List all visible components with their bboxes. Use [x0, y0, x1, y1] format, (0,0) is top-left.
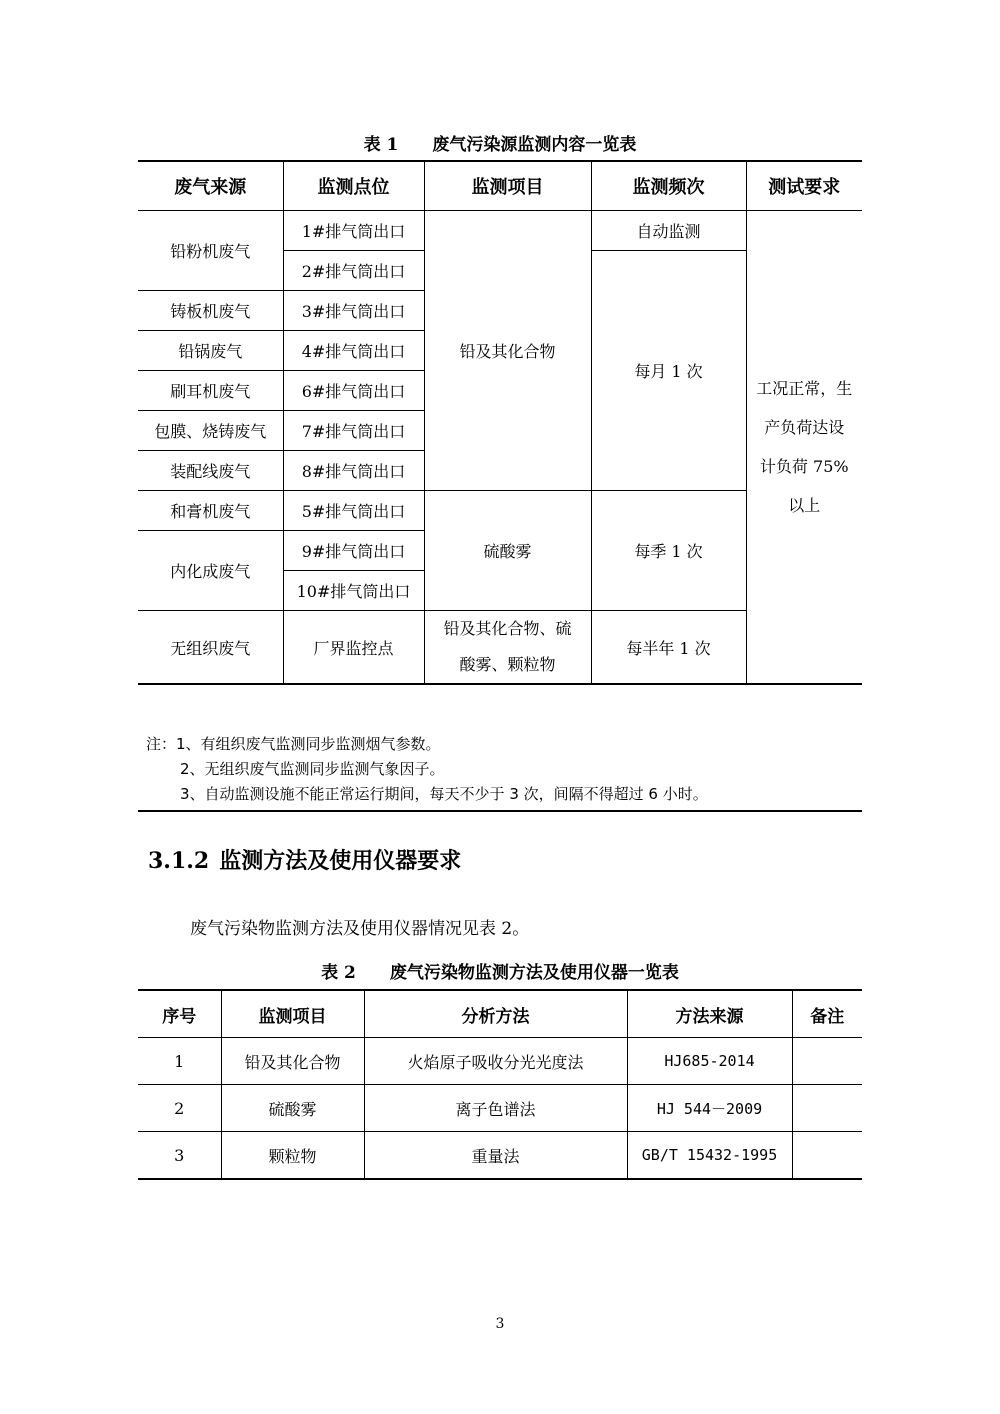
table-row	[138, 1132, 862, 1180]
note-line: 2、无组织废气监测同步监测气象因子。	[180, 760, 445, 778]
note-cell	[792, 1085, 862, 1132]
table1-caption-number: 表 1	[363, 135, 399, 155]
method-cell: 火焰原子吸收分光光度法	[364, 1038, 627, 1085]
frequency-cell: 每月 1 次	[591, 251, 746, 491]
source-cell: GB/T 15432-1995	[627, 1132, 792, 1180]
point-cell: 1#排气筒出口	[283, 211, 424, 251]
table1-caption	[0, 130, 1000, 155]
section-heading	[148, 844, 461, 875]
header-requirement: 测试要求	[746, 161, 862, 211]
table2-caption-number: 表 2	[321, 963, 356, 983]
note-line: 3、自动监测设施不能正常运行期间，每天不少于 3 次，间隔不得超过 6 小时。	[180, 785, 708, 803]
requirement-line: 计负荷 75%	[759, 457, 849, 476]
source-cell: 铸板机废气	[138, 291, 283, 331]
point-cell: 4#排气筒出口	[283, 331, 424, 371]
table2-caption	[0, 958, 1000, 983]
table1-caption-title: 废气污染源监测内容一览表	[432, 135, 637, 155]
header-frequency: 监测频次	[591, 161, 746, 211]
note-line: 注：1、有组织废气监测同步监测烟气参数。	[146, 735, 441, 753]
point-cell: 7#排气筒出口	[283, 411, 424, 451]
method-cell: 离子色谱法	[364, 1085, 627, 1132]
source-cell: 装配线废气	[138, 451, 283, 491]
header-source: 方法来源	[627, 990, 792, 1038]
source-cell: 刷耳机废气	[138, 371, 283, 411]
point-cell: 10#排气筒出口	[283, 571, 424, 611]
header-source: 废气来源	[138, 161, 283, 211]
header-point: 监测点位	[283, 161, 424, 211]
item-line: 铅及其化合物、硫	[443, 619, 572, 638]
item-cell: 铅及其化合物	[221, 1038, 364, 1085]
header-item: 监测项目	[424, 161, 591, 211]
source-cell: 和膏机废气	[138, 491, 283, 531]
frequency-cell: 自动监测	[591, 211, 746, 251]
requirement-line: 产负荷达设	[764, 418, 845, 437]
table2-caption-title: 废气污染物监测方法及使用仪器一览表	[389, 963, 679, 983]
source-cell: 铅粉机废气	[138, 211, 283, 291]
requirement-line: 工况正常，生	[756, 379, 853, 398]
method-cell: 重量法	[364, 1132, 627, 1180]
page-number: 3	[495, 1316, 505, 1332]
source-cell: 铅锅废气	[138, 331, 283, 371]
item-cell: 硫酸雾	[221, 1085, 364, 1132]
no-cell: 3	[138, 1132, 221, 1180]
note-cell	[792, 1038, 862, 1085]
source-cell: 内化成废气	[138, 531, 283, 611]
point-cell: 3#排气筒出口	[283, 291, 424, 331]
item-cell: 铅及其化合物	[424, 211, 591, 491]
section-title: 监测方法及使用仪器要求	[219, 849, 462, 874]
frequency-cell: 每半年 1 次	[591, 611, 746, 685]
section-paragraph: 废气污染物监测方法及使用仪器情况见表 2。	[190, 919, 530, 939]
item-line: 酸雾、颗粒物	[459, 655, 556, 674]
no-cell: 2	[138, 1085, 221, 1132]
header-item: 监测项目	[221, 990, 364, 1038]
source-cell: 无组织废气	[138, 611, 283, 685]
table-header-row	[138, 161, 862, 211]
requirement-cell	[746, 211, 862, 685]
item-cell: 硫酸雾	[424, 491, 591, 611]
item-cell: 颗粒物	[221, 1132, 364, 1180]
point-cell: 5#排气筒出口	[283, 491, 424, 531]
methods-table	[138, 989, 862, 1180]
requirement-line: 以上	[788, 496, 821, 515]
source-cell: HJ 544－2009	[627, 1085, 792, 1132]
header-method: 分析方法	[364, 990, 627, 1038]
point-cell: 9#排气筒出口	[283, 531, 424, 571]
notes-bottom-rule	[138, 810, 862, 812]
source-cell: 包膜、烧铸废气	[138, 411, 283, 451]
no-cell: 1	[138, 1038, 221, 1085]
monitoring-content-table	[138, 160, 862, 685]
table-row	[138, 211, 862, 251]
point-cell: 8#排气筒出口	[283, 451, 424, 491]
point-cell: 2#排气筒出口	[283, 251, 424, 291]
note-cell	[792, 1132, 862, 1180]
point-cell: 厂界监控点	[283, 611, 424, 685]
table1-notes	[146, 732, 862, 807]
frequency-cell: 每季 1 次	[591, 491, 746, 611]
source-cell: HJ685-2014	[627, 1038, 792, 1085]
section-number: 3.1.2	[148, 848, 210, 874]
header-no: 序号	[138, 990, 221, 1038]
table-header-row	[138, 990, 862, 1038]
item-cell	[424, 611, 591, 685]
table-row	[138, 1038, 862, 1085]
header-note: 备注	[792, 990, 862, 1038]
table-row	[138, 1085, 862, 1132]
point-cell: 6#排气筒出口	[283, 371, 424, 411]
